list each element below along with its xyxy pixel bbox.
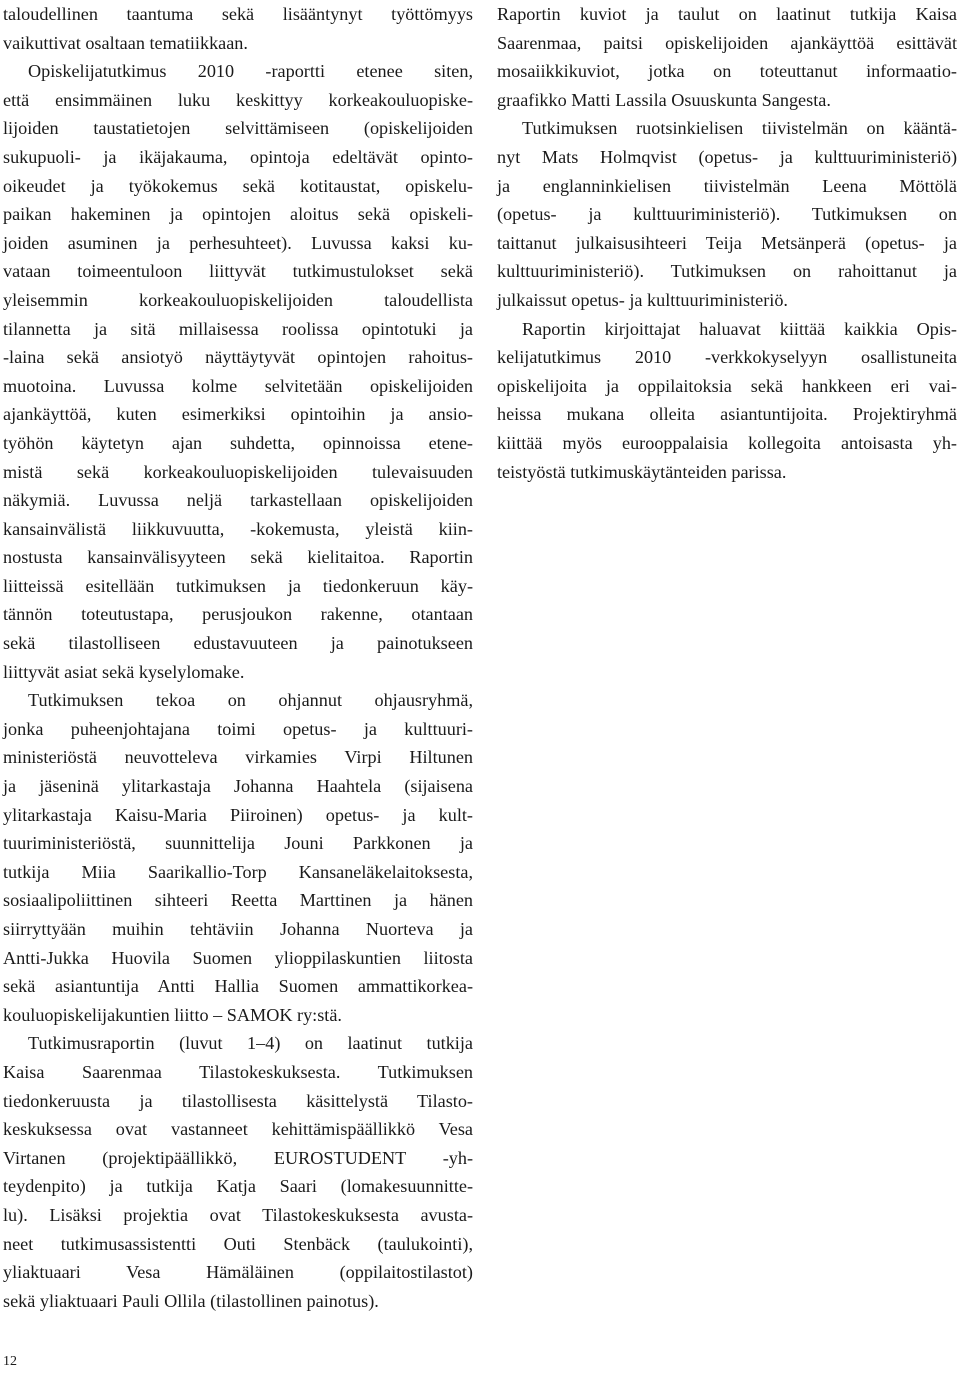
text-line: Raportin kirjoittajat haluavat kiittää kaikkia Opis- (522, 318, 957, 339)
text-line: Opiskelijatutkimus 2010 -raportti etenee siten, (28, 61, 473, 82)
paragraph (497, 0, 957, 114)
text-line: nyt Mats Holmqvist (opetus- ja kulttuuriministeriö) (497, 146, 957, 167)
text-line: liitteissä esitellään tutkimuksen ja tiedonkeruun käy- (3, 575, 473, 596)
text-line: tännön toteutustapa, perusjoukon rakenne, otantaan (3, 604, 473, 625)
text-line: tutkija Miia Saarikallio-Torp Kansaneläkelaitoksesta, (3, 861, 473, 882)
text-line: (opetus- ja kulttuuriministeriö). Tutkimuksen on (497, 204, 957, 225)
text-line: Raportin kuviot ja taulut on laatinut tutkija Kaisa (497, 4, 957, 24)
text-line: nostusta kansainvälisyyteen sekä kielitaitoa. Raportin (3, 547, 473, 568)
paragraph (497, 315, 957, 487)
text-line: julkaissut opetus- ja kulttuuriministeriö. (497, 289, 788, 310)
text-line: vaikuttivat osaltaan tematiikkaan. (3, 32, 248, 53)
text-line: yliaktuaari Vesa Hämäläinen (oppilaitostilastot) (3, 1262, 473, 1283)
text-line: taittanut julkaisusihteeri Teija Metsänperä (opetus- ja (497, 232, 957, 253)
text-line: lu). Lisäksi projektia ovat Tilastokeskuksesta avusta- (3, 1204, 473, 1225)
page-number: 12 (3, 1354, 17, 1369)
text-line: kiittää myös eurooppalaisia kollegoita antoisasta yh- (497, 432, 957, 453)
text-line: neet tutkimusassistentti Outi Stenbäck (taulukointi), (3, 1233, 473, 1254)
text-line: tuuriministeriöstä, suunnittelija Jouni Parkkonen ja (3, 833, 473, 854)
text-line: Virtanen (projektipäällikkö, EUROSTUDENT -yh- (3, 1147, 473, 1168)
text-line: kouluopiskelijakuntien liitto – SAMOK ry:stä. (3, 1004, 342, 1025)
text-line: jonka puheenjohtajana toimi opetus- ja kulttuuri- (3, 718, 473, 739)
text-line: vataan toimeentuloon liittyvät tutkimustulokset sekä (3, 261, 473, 282)
text-line: Tutkimusraportin (luvut 1–4) on laatinut tutkija (28, 1033, 473, 1054)
text-line: Tutkimuksen ruotsinkielisen tiivistelmän on kääntä- (522, 118, 957, 139)
text-line: opiskelijoita ja oppilaitoksia sekä hankkeen eri vai- (497, 375, 957, 396)
text-line: oikeudet ja työkokemus sekä kotitaustat, opiskelu- (3, 175, 473, 196)
text-line: työhön käytetyn ajan suhdetta, opinnoissa etene- (3, 432, 473, 453)
text-line: paikan hakeminen ja opintojen aloitus sekä opiskeli- (3, 204, 473, 225)
text-line: mosaiikkikuviot, jotka on toteuttanut informaatio- (497, 61, 957, 82)
text-line: sukupuoli- ja ikäjakauma, opintoja edeltävät opinto- (3, 146, 473, 167)
text-line: Antti-Jukka Huovila Suomen ylioppilaskuntien liitosta (3, 947, 473, 968)
right-text-column (497, 0, 957, 486)
text-line: kansainvälistä liikkuvuutta, -kokemusta, yleistä kiin- (3, 518, 473, 539)
text-line: tilannetta ja sitä millaisessa roolissa opintotuki ja (3, 318, 473, 339)
text-line: näkymiä. Luvussa neljä tarkastellaan opiskelijoiden (3, 490, 473, 511)
text-line: liittyvät asiat sekä kyselylomake. (3, 661, 245, 682)
text-line: lijoiden taustatietojen selvittämiseen (opiskelijoiden (3, 118, 473, 139)
text-line: ylitarkastaja Kaisu-Maria Piiroinen) opetus- ja kult- (3, 804, 473, 825)
text-line: teydenpito) ja tutkija Katja Saari (lomakesuunnitte- (3, 1176, 473, 1197)
paragraph (3, 0, 473, 57)
text-line: siirryttyään muihin tehtäviin Johanna Nuorteva ja (3, 919, 473, 939)
paragraph (3, 686, 473, 1029)
text-line: tiedonkeruusta ja tilastollisesta käsittelystä Tilasto- (3, 1090, 473, 1111)
text-line: sekä asiantuntija Antti Hallia Suomen ammattikorkea- (3, 976, 473, 997)
text-line: yleisemmin korkeakouluopiskelijoiden taloudellista (3, 289, 473, 310)
text-line: graafikko Matti Lassila Osuuskunta Sangesta. (497, 89, 831, 110)
text-line: ja englanninkielisen tiivistelmän Leena Möttölä (497, 175, 957, 196)
text-line: sosiaalipoliittinen sihteeri Reetta Marttinen ja hänen (3, 890, 473, 911)
left-text-column (3, 0, 473, 1315)
text-line: taloudellinen taantuma sekä lisääntynyt työttömyys (3, 4, 473, 24)
text-line: että ensimmäinen luku keskittyy korkeakouluopiske- (3, 89, 473, 110)
text-line: keskuksessa ovat vastanneet kehittämispäällikkö Vesa (3, 1119, 473, 1140)
text-line: ajankäyttöä, kuten esimerkiksi opintoihin ja ansio- (3, 404, 473, 425)
text-line: joiden asuminen ja perhesuhteet). Luvussa kaksi ku- (3, 232, 473, 253)
text-line: ja jäseninä ylitarkastaja Johanna Haahtela (sijaisena (3, 776, 473, 797)
text-line: kulttuuriministeriö). Tutkimuksen on rahoittanut ja (497, 261, 957, 282)
paragraph (3, 57, 473, 686)
text-line: kelijatutkimus 2010 -verkkokyselyyn osallistuneita (497, 347, 957, 368)
text-line: sekä tilastolliseen edustavuuteen ja painotukseen (3, 633, 473, 654)
text-line: -laina sekä ansiotyö näyttäytyvät opintojen rahoitus- (3, 347, 473, 368)
paragraph (497, 114, 957, 314)
paragraph (3, 1029, 473, 1315)
text-line: Tutkimuksen tekoa on ohjannut ohjausryhmä, (28, 690, 473, 711)
text-line: muotoina. Luvussa kolme selvitetään opiskelijoiden (3, 375, 473, 396)
text-line: Kaisa Saarenmaa Tilastokeskuksesta. Tutkimuksen (3, 1061, 473, 1082)
text-line: mistä sekä korkeakouluopiskelijoiden tulevaisuuden (3, 461, 473, 482)
text-line: teistyöstä tutkimuskäytänteiden parissa. (497, 461, 787, 482)
text-line: heissa mukana olleita asiantuntijoita. Projektiryhmä (497, 404, 957, 425)
text-line: ministeriöstä neuvotteleva virkamies Virpi Hiltunen (3, 747, 473, 768)
text-line: Saarenmaa, paitsi opiskelijoiden ajankäyttöä esittävät (497, 32, 957, 53)
text-line: sekä yliaktuaari Pauli Ollila (tilastollinen painotus). (3, 1290, 379, 1311)
